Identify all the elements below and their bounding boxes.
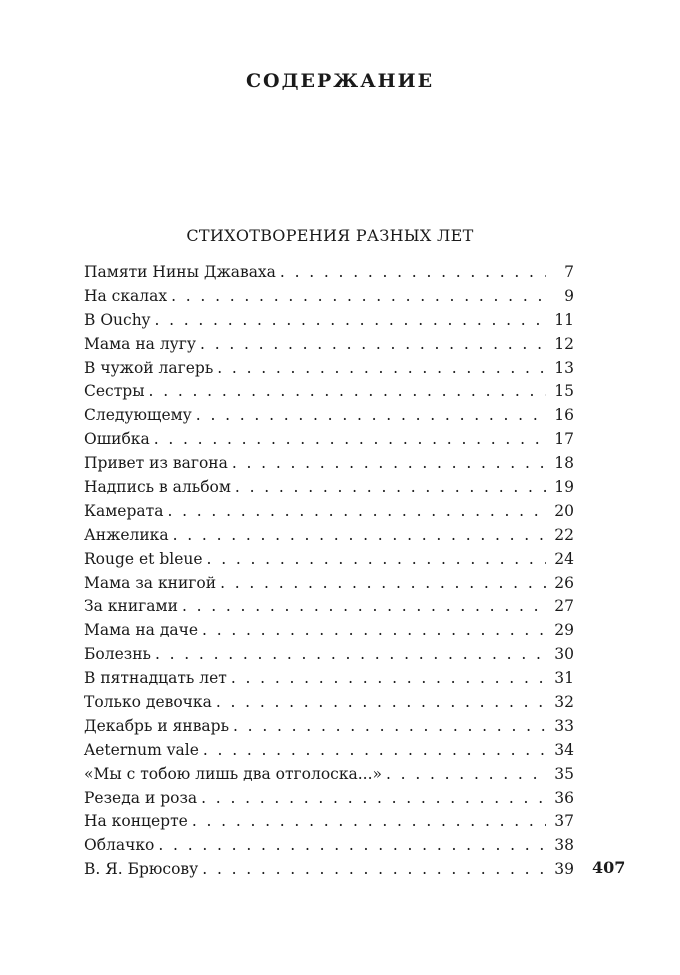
toc-dot-leader	[149, 380, 546, 404]
toc-entry-page: 33	[554, 716, 574, 735]
toc-entry-page: 19	[554, 478, 574, 497]
toc-entry	[84, 428, 574, 452]
toc-entry-title: В чужой лагерь	[84, 358, 214, 377]
toc-entry-title: Мама на лугу	[84, 334, 197, 353]
toc-entry-page: 34	[554, 740, 574, 759]
toc-entry-page: 11	[554, 310, 574, 329]
toc-entry-page: 30	[554, 645, 574, 664]
toc-entry-title: Только девочка	[84, 693, 212, 712]
toc-entry-title: Aeternum vale	[84, 740, 199, 759]
toc-entry-page: 38	[554, 836, 574, 855]
toc-entry-title: В. Я. Брюсову	[84, 860, 199, 879]
toc-entry	[84, 357, 574, 381]
toc-entry-page: 36	[554, 788, 574, 807]
toc-entry	[84, 285, 574, 309]
toc-entry-title: Декабрь и январь	[84, 716, 230, 735]
toc-dot-leader	[216, 691, 546, 715]
toc-entry	[84, 595, 574, 619]
toc-entry-title: Привет из вагона	[84, 454, 228, 473]
toc-entry-page: 13	[554, 358, 574, 377]
toc-dot-leader	[192, 810, 546, 834]
toc-entry-page: 24	[554, 549, 574, 568]
toc-dot-leader	[173, 524, 546, 548]
toc-dot-leader	[280, 261, 546, 285]
toc-entry-title: Мама за книгой	[84, 573, 217, 592]
toc-entry	[84, 739, 574, 763]
toc-entry-title: На концерте	[84, 812, 188, 831]
toc-entry-title: Болезнь	[84, 645, 151, 664]
toc-entry-page: 16	[554, 406, 574, 425]
toc-entry-title: Памяти Нины Джаваха	[84, 263, 276, 281]
toc-entry	[84, 333, 574, 357]
toc-entry-title: Камерата	[84, 501, 164, 520]
toc-dot-leader	[233, 715, 546, 739]
toc-dot-leader	[182, 595, 546, 619]
toc-entry-title: «Мы с тобою лишь два отголоска...»	[84, 764, 383, 783]
toc-entry-title: Резеда и роза	[84, 788, 198, 807]
toc-dot-leader	[207, 548, 546, 572]
toc-entry-title: Анжелика	[84, 525, 169, 544]
toc-entry	[84, 309, 574, 333]
toc-entry	[84, 619, 574, 643]
toc-entry-page: 39	[554, 860, 574, 879]
toc-dot-leader	[386, 763, 546, 787]
toc-dot-leader	[167, 500, 546, 524]
toc-entry	[84, 834, 574, 858]
toc-entry-page: 20	[554, 501, 574, 520]
toc-entry	[84, 500, 574, 524]
toc-entry	[84, 858, 574, 882]
toc-entry-title: Следующему	[84, 406, 192, 425]
toc-entry-page: 27	[554, 597, 574, 616]
toc-entry-title: Rouge et bleue	[84, 549, 203, 568]
toc-dot-leader	[231, 667, 546, 691]
toc-entry-title: В пятнадцать лет	[84, 669, 227, 688]
toc-entry	[84, 787, 574, 811]
toc-entry	[84, 715, 574, 739]
toc-entry	[84, 524, 574, 548]
toc-dot-leader	[200, 333, 546, 357]
toc-entry	[84, 380, 574, 404]
toc-entry	[84, 261, 574, 285]
toc-dot-leader	[202, 858, 546, 882]
toc-entry-page: 29	[554, 621, 574, 640]
toc-entry	[84, 667, 574, 691]
toc-entry-title: Облачко	[84, 836, 155, 855]
toc-entry-title: Сестры	[84, 382, 145, 401]
toc-entry-page: 31	[554, 669, 574, 688]
toc-entry	[84, 404, 574, 428]
toc-entry-page: 18	[554, 454, 574, 473]
toc-entry-page: 35	[554, 764, 574, 783]
toc-entry-page: 15	[554, 382, 574, 401]
toc-entry-page: 7	[564, 263, 574, 281]
toc-dot-leader	[217, 357, 546, 381]
toc-dot-leader	[158, 834, 546, 858]
page-number: 407	[592, 858, 626, 877]
toc-dot-leader	[154, 428, 546, 452]
toc-entry-title: В Ouchy	[84, 310, 151, 329]
toc-entry	[84, 476, 574, 500]
toc-entry	[84, 691, 574, 715]
toc-entry-page: 17	[554, 430, 574, 449]
toc-dot-leader	[201, 787, 546, 811]
toc-dot-leader	[235, 476, 546, 500]
toc-dot-leader	[232, 452, 546, 476]
toc-dot-leader	[154, 309, 546, 333]
toc-entry-title: Надпись в альбом	[84, 478, 231, 497]
toc-entry-page: 32	[554, 693, 574, 712]
toc-dot-leader	[196, 404, 546, 428]
toc-entry-title: За книгами	[84, 597, 178, 616]
toc-entry-title: На скалах	[84, 286, 168, 305]
toc-entry-page: 26	[554, 573, 574, 592]
toc-entry	[84, 572, 574, 596]
toc-entry	[84, 763, 574, 787]
table-of-contents	[84, 261, 574, 882]
toc-entry	[84, 810, 574, 834]
toc-dot-leader	[171, 285, 546, 309]
toc-entry-title: Ошибка	[84, 430, 150, 449]
toc-entry	[84, 548, 574, 572]
toc-entry	[84, 643, 574, 667]
toc-entry-title: Мама на даче	[84, 621, 199, 640]
page-title: СОДЕРЖАНИЕ	[245, 70, 435, 92]
toc-entry-page: 9	[564, 286, 574, 305]
toc-dot-leader	[220, 572, 546, 596]
toc-entry-page: 37	[554, 812, 574, 831]
toc-entry	[84, 452, 574, 476]
section-title: СТИХОТВОРЕНИЯ РАЗНЫХ ЛЕТ	[186, 226, 474, 245]
toc-entry-page: 22	[554, 525, 574, 544]
toc-dot-leader	[203, 739, 546, 763]
toc-dot-leader	[155, 643, 546, 667]
toc-entry-page: 12	[554, 334, 574, 353]
toc-dot-leader	[202, 619, 546, 643]
